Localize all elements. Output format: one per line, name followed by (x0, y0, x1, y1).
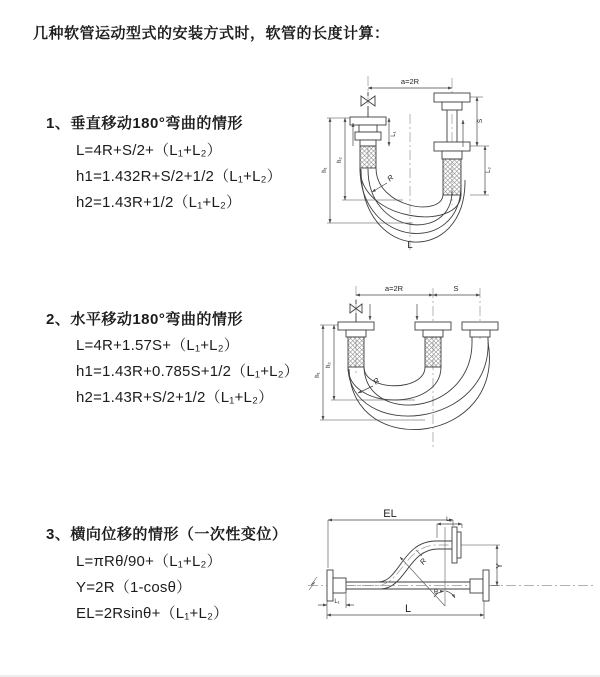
section-3-heading: 3、横向位移的情形（一次性变位） (46, 526, 288, 543)
dimension-l1-label: L₁ (391, 131, 397, 137)
dimension-h1-label: h₁ (315, 372, 321, 378)
diagram-2-horizontal-bend (310, 280, 595, 455)
right-flange-lower-position (434, 142, 470, 159)
hose-curve (364, 340, 472, 405)
diagram-1-vertical-bend (315, 70, 590, 265)
left-braid-section (360, 146, 376, 168)
radius-label: R (385, 172, 396, 184)
diagram-3-lateral-displacement (300, 500, 600, 650)
hose-curves (348, 338, 489, 430)
upper-right-flange (452, 527, 461, 563)
dimension-y-label: Y (495, 563, 504, 569)
dimension-l-label: L (404, 603, 412, 615)
dimension-h1-label: h₁ (322, 167, 328, 173)
dimension-l2-label: L₂ (446, 517, 452, 523)
hose-curve (376, 168, 443, 207)
extension-lines (328, 520, 453, 568)
right-braid-section (443, 159, 461, 195)
radius-label: R (417, 556, 429, 567)
section-1-heading: 1、垂直移动180°弯曲的情形 (46, 115, 243, 132)
extension-lines (320, 325, 425, 420)
length-l-label: L (407, 240, 413, 251)
hose-curve (346, 549, 452, 589)
dimension-s-label: S (477, 118, 484, 124)
hose-curve (348, 367, 441, 400)
dimension-a2r-label: a=2R (384, 284, 404, 293)
right-flange-upper-position (434, 93, 470, 110)
section-3-formula-L: L=πRθ/90+（L₁+L₂） (76, 553, 222, 570)
section-3-formula-Y: Y=2R（1-cosθ） (76, 579, 192, 596)
radius-label: R (371, 375, 382, 387)
dimension-el-label: EL (383, 508, 397, 520)
angle-arc-arrow (446, 591, 455, 598)
section-2-formula-h1: h1=1.43R+0.785S+1/2（L₁+L₂） (76, 363, 299, 380)
section-1-formula-L: L=4R+S/2+（L₁+L₂） (76, 142, 222, 159)
dimension-s-label: S (453, 284, 459, 293)
middle-flange-fitting (415, 322, 451, 337)
section-3-formula-EL: EL=2Rsinθ+（L₁+L₂） (76, 605, 229, 622)
dimension-a2r-label: a=2R (400, 77, 420, 86)
radius-tick (416, 550, 422, 556)
dimension-l2-label: L₂ (486, 167, 492, 173)
middle-braid-section (425, 337, 441, 367)
dimension-h2-label: h₂ (326, 362, 332, 368)
dimension-l1-label: L₁ (334, 599, 340, 605)
angle-theta-label: θ (434, 589, 438, 596)
left-flange-fitting (327, 570, 346, 601)
section-2-heading: 2、水平移动180°弯曲的情形 (46, 311, 243, 328)
hose-curve (346, 541, 452, 582)
valve-icon (361, 92, 375, 117)
section-1-formula-h1: h1=1.432R+S/2+1/2（L₁+L₂） (76, 168, 282, 185)
section-1-formula-h2: h2=1.43R+1/2（L₁+L₂） (76, 194, 242, 211)
dimension-h2-label: h₂ (337, 157, 343, 163)
left-braid-section (348, 337, 364, 367)
centerline-break-mark (309, 577, 317, 590)
left-flange-fitting (350, 117, 386, 146)
hose-curve (349, 342, 489, 430)
section-2-formula-L: L=4R+1.57S+（L₁+L₂） (76, 337, 239, 354)
section-2-formula-h2: h2=1.43R+S/2+1/2（L₁+L₂） (76, 389, 274, 406)
page-title: 几种软管运动型式的安装方式时，软管的长度计算： (33, 25, 390, 42)
left-flange-fitting (338, 322, 374, 337)
radius-leader-line (358, 386, 373, 393)
extension-lines (470, 97, 489, 195)
